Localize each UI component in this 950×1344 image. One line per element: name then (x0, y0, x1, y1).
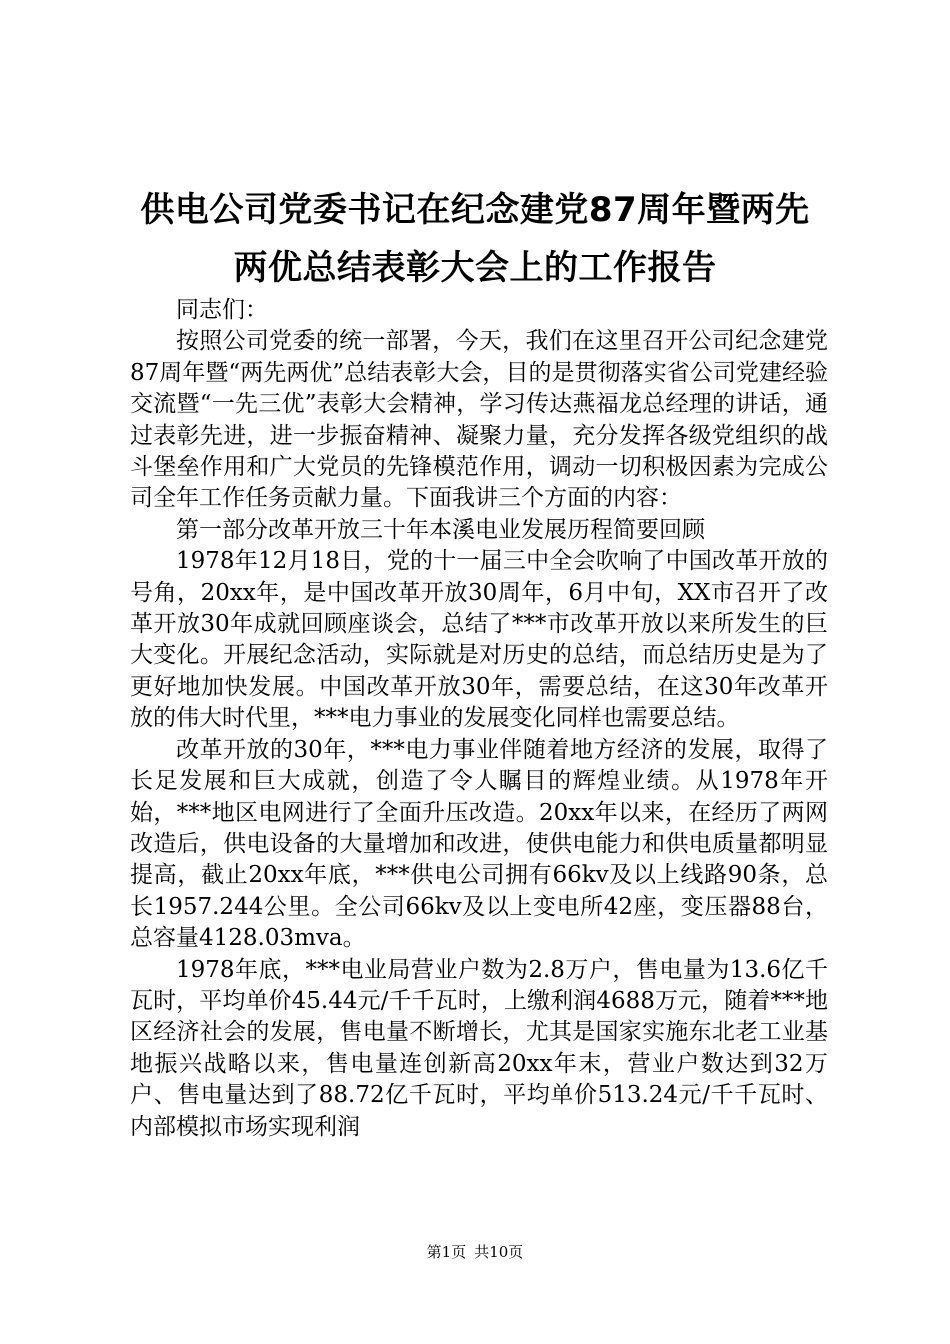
page-total: 共10页 (474, 1243, 524, 1261)
body-paragraph: 按照公司党委的统一部署，今天，我们在这里召开公司纪念建党87周年暨“两先两优”总结表彰大会，目的是贯彻落实省公司党建经验交流暨“一先三优”表彰大会精神，学习传达燕福龙总经理的讲话，通过表彰先进，进一步振奋精神、凝聚力量，充分发挥各级党组织的战斗堡垒作用和广大党员的先锋模范作用，调动一切积极因素为完成公司全年工作任务贡献力量。下面我讲三个方面的内容： (130, 328, 828, 512)
body-paragraph: 1978年底，***电业局营业户数为2.8万户，售电量为13.6亿千瓦时，平均单价45.44元/千千瓦时，上缴利润4688万元，随着***地区经济社会的发展，售电量不断增长，尤其是国家实施东北老工业基地振兴战略以来，售电量连创新高20xx年末，营业户数达到32万户、售电量达到了88.72亿千瓦时，平均单价513.24元/千千瓦时、内部模拟市场实现利润 (130, 956, 828, 1140)
page-number: 第1页 (426, 1243, 467, 1261)
body-paragraph: 1978年12月18日，党的十一届三中全会吹响了中国改革开放的号角，20xx年，是中国改革开放30周年，6月中旬，XX市召开了改革开放30年成就回顾座谈会，总结了***市改革开放以来所发生的巨大变化。开展纪念活动，实际就是对历史的总结，而总结历史是为了更好地加快发展。中国改革开放30年，需要总结，在这30年改革开放的伟大时代里，***电力事业的发展变化同样也需要总结。 (130, 548, 828, 732)
page-footer (0, 1242, 950, 1262)
document-title-line-2: 两优总结表彰大会上的工作报告 (233, 248, 717, 288)
body-paragraph: 改革开放的30年，***电力事业伴随着地方经济的发展，取得了长足发展和巨大成就，创造了令人瞩目的辉煌业绩。从1978年开始，***地区电网进行了全面升压改造。20xx年以来，在经历了两网改造后，供电设备的大量增加和改进，使供电能力和供电质量都明显提高，截止20xx年底，***供电公司拥有66kv及以上线路90条，总长1957.244公里。全公司66kv及以上变电所42座，变压器88台，总容量4128.03mva。 (130, 736, 828, 952)
document-body (130, 295, 828, 1143)
section-heading: 第一部分改革开放三十年本溪电业发展历程简要回顾 (176, 516, 705, 543)
document-title-line-1: 供电公司党委书记在纪念建党87周年暨两先 (140, 190, 810, 230)
salutation: 同志们： (176, 297, 268, 323)
